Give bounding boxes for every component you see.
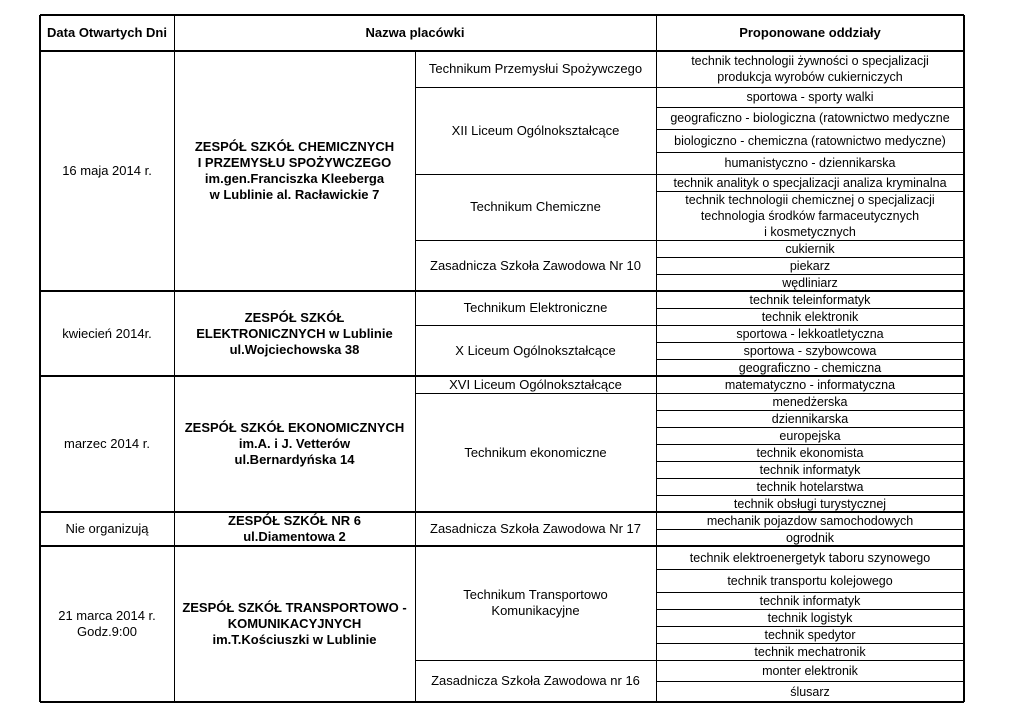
text-line: Komunikacyjne [491,603,580,618]
date-text [65,521,148,537]
text-line: w Lublinie al. Racławickie 7 [209,187,380,202]
text-line: im.A. i J. Vetterów [238,436,351,451]
grid-line [656,529,964,530]
text-line: technik informatyk [759,593,861,608]
text-line: Nie organizują [65,521,149,536]
branch-item [656,174,964,191]
text-line: 21 marca 2014 r. [58,608,156,623]
open-day-date [40,51,174,291]
unit-name [415,393,656,512]
text-line: cukiernik [785,241,835,256]
grid-line [39,15,41,702]
text-line: technik ekonomista [756,445,864,460]
branch-item-text [762,309,859,325]
grid-line [656,427,964,428]
header-name: Nazwa placówki [365,25,465,40]
grid-line [40,511,964,513]
text-line: ZESPÓŁ SZKÓŁ TRANSPORTOWO - [182,600,407,615]
branch-item-text [690,550,930,566]
school-name [174,512,415,546]
text-line: sportowa - szybowcowa [743,343,877,358]
date-text [62,163,152,179]
grid-line [656,592,964,593]
grid-line [40,14,964,16]
unit-name [415,291,656,325]
branch-item [656,240,964,257]
branch-item-text [756,479,863,495]
grid-line [415,325,964,326]
unit-name [415,660,656,702]
text-line: menedżerska [772,394,848,409]
school-name-text [182,600,406,648]
branch-item-text [772,411,848,427]
branch-item-text [674,133,946,149]
text-line: monter elektronik [762,663,858,678]
grid-line [40,290,964,292]
unit-name-text [431,673,640,689]
branch-item-text [691,53,929,85]
grid-line [415,660,964,661]
text-line: produkcja wyrobów cukierniczych [717,70,903,84]
branch-item-text [790,258,830,274]
branch-item-text [762,663,858,679]
branch-item-text [786,530,834,546]
branch-item [656,376,964,393]
text-line: sportowa - sporty walki [746,90,874,104]
branch-item [656,410,964,427]
text-line: technik teleinformatyk [749,292,871,307]
school-name [174,291,415,376]
text-line: ul.Bernardyńska 14 [234,452,355,467]
text-line: technik technologii chemicznej o specjalizacji [685,192,935,207]
text-line: XVI Liceum Ogólnokształcące [449,376,622,392]
text-line: technik obsługi turystycznej [733,496,887,511]
branch-item [656,495,964,512]
branch-item [656,461,964,478]
branch-item-text [764,627,855,643]
grid-line [415,240,964,241]
text-line: technik logistyk [767,610,853,625]
grid-line [40,701,964,703]
branch-item-text [673,175,946,191]
date-text [58,608,156,640]
header-branches: Proponowane oddziały [739,25,881,40]
text-line: im.gen.Franciszka Kleeberga [204,171,385,186]
branch-item-text [782,275,838,291]
school-name [174,51,415,291]
text-line: ZESPÓŁ SZKÓŁ CHEMICZNYCH [194,139,395,154]
branch-item [656,308,964,325]
branch-item-text [746,89,873,105]
text-line: Technikum ekonomiczne [464,444,607,460]
text-line: Zasadnicza Szkoła Zawodowa nr 16 [431,673,640,688]
unit-name-text [449,377,622,393]
branch-item-text [739,360,881,376]
branch-item [656,609,964,626]
branch-item [656,291,964,308]
grid-line [174,15,175,702]
grid-line [656,410,964,411]
text-line: piekarz [789,258,831,273]
grid-line [40,50,964,52]
branch-item-text [725,377,895,393]
school-name-text [185,420,405,468]
unit-name [415,87,656,174]
branch-item [656,660,964,681]
grid-line [415,174,964,175]
date-text [62,326,152,342]
branch-item [656,359,964,376]
text-line: KOMUNIKACYJNYCH [227,616,362,631]
branch-item [656,393,964,410]
text-line: kwiecień 2014r. [62,325,152,341]
branch-item [656,592,964,609]
text-line: Zasadnicza Szkoła Zawodowa Nr 10 [430,257,641,273]
unit-name-text [429,61,642,77]
unit-name-text [452,123,620,139]
text-line: technik hotelarstwa [756,479,864,494]
unit-name [415,51,656,87]
text-line: technik spedytor [764,627,856,642]
text-line: ZESPÓŁ SZKÓŁ [244,309,345,325]
grid-line [40,545,964,547]
branch-item-text [760,593,861,609]
text-line: i kosmetycznych [764,224,856,239]
text-line: biologiczno - chemiczna (ratownictwo medyczne) [674,133,946,148]
text-line: ZESPÓŁ SZKÓŁ EKONOMICZNYCH [184,420,405,435]
text-line: mechanik pojazdow samochodowych [706,513,914,528]
unit-name-text [470,199,601,215]
branch-item-text [756,445,863,461]
unit-name [415,240,656,291]
branch-item-text [744,343,877,359]
branch-item [656,51,964,87]
text-line: I PRZEMYSŁU SPOŻYWCZEGO [197,155,392,170]
text-line: im.T.Kościuszki w Lublinie [212,632,377,647]
grid-line [656,274,964,275]
branch-item [656,626,964,643]
text-line: Technikum Przemysłui Spożywczego [428,61,643,76]
grid-line [415,393,964,394]
grid-line [415,51,416,702]
grid-line [656,129,964,130]
grid-line [415,87,964,88]
text-line: ul.Wojciechowska 38 [229,341,360,357]
open-day-date [40,512,174,546]
branch-item-text [790,684,830,700]
branch-item [656,129,964,152]
unit-name-text [464,300,608,316]
text-line: XII Liceum Ogólnokształcące [451,122,620,138]
branch-item [656,257,964,274]
text-line: dziennikarska [771,411,849,426]
branch-item-text [734,496,886,512]
unit-name [415,546,656,660]
text-line: X Liceum Ogólnokształcące [455,342,616,358]
header-date: Data Otwartych Dni [47,25,167,40]
branch-item [656,87,964,107]
branch-item-text [670,110,949,126]
text-line: wędliniarz [782,275,838,290]
branch-item-text [727,573,892,589]
branch-item-text [772,394,847,410]
grid-line [656,342,964,343]
branch-item [656,427,964,444]
text-line: technik elektroenergetyk taboru szynowego [689,550,931,565]
branch-item [656,325,964,342]
grid-line [656,359,964,360]
unit-name-text [463,587,608,619]
text-line: ogrodnik [786,530,834,545]
text-line: Zasadnicza Szkoła Zawodowa Nr 17 [430,521,641,536]
grid-line [656,461,964,462]
text-line: marzec 2014 r. [64,436,150,451]
text-line: technologia środków farmaceutycznych [700,208,920,223]
text-line: technik transportu kolejowego [727,573,893,588]
grid-line [656,626,964,627]
branch-item [656,546,964,569]
branch-item-text [725,155,896,171]
text-line: technik elektronik [761,309,859,324]
branch-item-text [750,292,871,308]
branch-item [656,681,964,702]
unit-name [415,512,656,546]
text-line: Technikum Chemiczne [470,199,601,214]
text-line: geograficzno - biologiczna (ratownictwo medyczne [670,111,950,125]
branch-item [656,512,964,529]
school-name-text [196,310,392,358]
text-line: geograficzno - chemiczna [738,360,882,375]
text-line: ul.Diamentowa 2 [243,529,346,544]
branch-item-text [779,428,840,444]
grid-line [656,191,964,192]
school-name-text [228,513,361,545]
text-line: europejska [779,428,841,443]
branch-item [656,191,964,240]
text-line: technik technologii żywności o specjalizacji [691,54,929,68]
branch-item [656,107,964,129]
grid-line [656,257,964,258]
text-line: technik informatyk [759,462,861,477]
open-day-date [40,291,174,376]
grid-line [656,478,964,479]
grid-line [963,15,965,702]
grid-line [656,569,964,570]
branch-item-text [768,610,853,626]
text-line: ZESPÓŁ SZKÓŁ NR 6 [228,513,361,528]
grid-line [40,375,964,377]
unit-name [415,325,656,376]
grid-line [656,643,964,644]
school-name [174,376,415,512]
text-line: ELEKTRONICZNYCH w Lublinie [196,325,393,341]
unit-name-text [464,445,606,461]
text-line: 16 maja 2014 r. [62,163,152,178]
branch-item-text [785,241,834,257]
text-line: technik mechatronik [754,644,866,659]
text-line: Technikum Transportowo [463,587,608,602]
branch-item [656,274,964,291]
text-line: matematyczno - informatyczna [724,377,896,392]
unit-name-text [430,521,641,537]
grid-line [656,15,657,702]
text-line: technik analityk o specjalizacji analiza kryminalna [673,175,947,190]
grid-line [656,609,964,610]
unit-name [415,376,656,393]
branch-item-text [760,462,861,478]
branch-item [656,444,964,461]
text-line: sportowa - lekkoatletyczna [736,326,884,341]
school-name-text [195,139,394,203]
branch-item [656,529,964,546]
grid-line [656,107,964,108]
branch-item-text [707,513,913,529]
branch-item-text [685,192,934,240]
text-line: Technikum Elektroniczne [463,300,608,315]
branch-item [656,478,964,495]
text-line: Godz.9:00 [77,624,137,639]
grid-line [656,681,964,682]
grid-line [656,444,964,445]
branch-item-text [754,644,865,660]
text-line: ślusarz [790,684,830,699]
grid-line [656,152,964,153]
unit-name-text [430,258,641,274]
grid-line [656,495,964,496]
grid-line [656,308,964,309]
unit-name [415,174,656,240]
unit-name-text [455,343,615,359]
branch-item [656,152,964,174]
branch-item [656,342,964,359]
open-day-date [40,546,174,702]
open-day-date [40,376,174,512]
date-text [64,436,150,452]
branch-item [656,569,964,592]
school-name [174,546,415,702]
branch-item-text [736,326,883,342]
text-line: humanistyczno - dziennikarska [724,156,896,170]
branch-item [656,643,964,660]
